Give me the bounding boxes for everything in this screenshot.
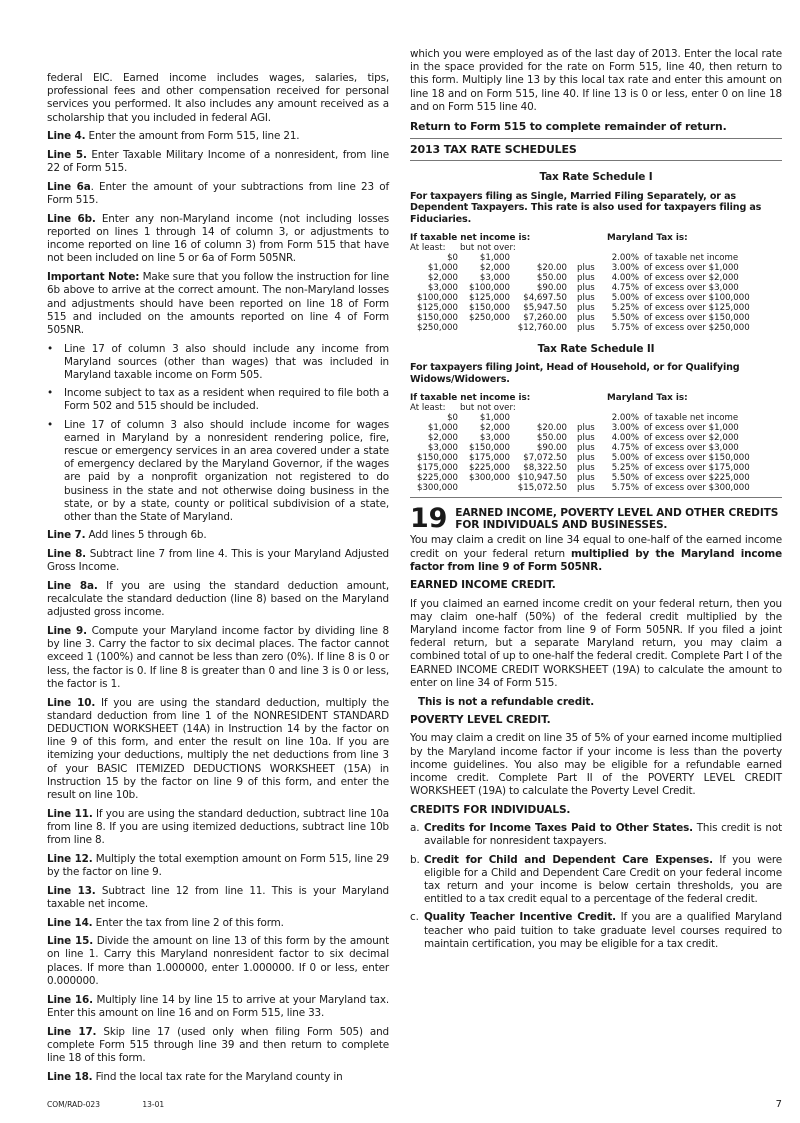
- at-least-label: At least:: [410, 403, 446, 414]
- table-cell: $4,697.50: [523, 293, 567, 304]
- credit-marker: b.: [410, 853, 420, 866]
- table-cell: $150,000: [468, 303, 510, 314]
- table-row: [410, 423, 782, 433]
- page-number: 7: [775, 1099, 782, 1111]
- credit-label: Credits for Income Taxes Paid to Other States.: [424, 822, 693, 835]
- table-cell: plus: [577, 463, 595, 474]
- schedules-heading: 2013 TAX RATE SCHEDULES: [410, 143, 577, 157]
- table-cell: 5.25%: [611, 463, 639, 474]
- form-code: COM/RAD-023: [47, 1100, 100, 1110]
- table-cell: $2,000: [479, 263, 510, 274]
- table-cell: plus: [577, 273, 595, 284]
- table-cell: $1,000: [479, 253, 510, 264]
- line-text: Make sure that you follow the instruction for line 6b above to arrive at the correct amount. The non-Maryland losses and adjustments should have been reported on line 18 of Form 515 and included on the amounts reported on line 4 of Form 505NR.: [47, 271, 390, 336]
- eic-text: If you claimed an earned income credit on your federal return, then you may claim one-half (50%) of the federal credit multiplied by the Maryland income factor from line 9 of Form 505NR. If you filed a joint federal return, but a separate Maryland return, you may claim a combined total of up to one-half the federal credit. Complete Part I of the EARNED INCOME CREDIT WORKSHEET (19A) to calculate the amount to enter on line 34 of Form 515.: [410, 597, 782, 689]
- table-cell: of excess over $100,000: [644, 293, 750, 304]
- divider: [410, 138, 782, 139]
- line-label: Line 16.: [47, 993, 93, 1006]
- table-row: [410, 463, 782, 473]
- line-instruction: [47, 853, 389, 879]
- line-label: Important Note:: [47, 271, 140, 284]
- table-cell: of excess over $150,000: [644, 313, 750, 324]
- table-cell: of excess over $1,000: [644, 263, 739, 274]
- table-cell: plus: [577, 293, 595, 304]
- bullet-list: [47, 343, 389, 525]
- line-label: Line 5.: [47, 149, 87, 162]
- line-instruction: [47, 1071, 389, 1084]
- table-row: [410, 293, 782, 303]
- table-cell: $7,260.00: [523, 313, 567, 324]
- col-income-header: If taxable net income is:: [410, 233, 531, 244]
- col-tax-header: Maryland Tax is:: [607, 233, 688, 244]
- line-text: Add lines 5 through 6b.: [85, 529, 207, 542]
- line-label: Line 17.: [47, 1025, 97, 1038]
- table-cell: of excess over $2,000: [644, 433, 739, 444]
- table-header: [410, 233, 782, 243]
- table-cell: plus: [577, 283, 595, 294]
- line-label: Line 7.: [47, 529, 86, 542]
- table-cell: $7,072.50: [523, 453, 567, 464]
- line-label: Line 14.: [47, 916, 93, 929]
- table-cell: $2,000: [427, 273, 458, 284]
- line-instruction: [47, 529, 389, 542]
- table-cell: [510, 413, 567, 423]
- table-cell: $175,000: [416, 463, 458, 474]
- table-cell: $1,000: [427, 263, 458, 274]
- table-cell: 5.00%: [611, 453, 639, 464]
- table-subheader: [410, 243, 782, 253]
- line-label: Line 11.: [47, 807, 93, 820]
- table-cell: of excess over $2,000: [644, 273, 739, 284]
- table-cell: $100,000: [468, 283, 510, 294]
- eic-note: This is not a refundable credit.: [418, 695, 595, 708]
- line-instruction: [47, 548, 389, 574]
- not-over-label: but not over:: [460, 243, 516, 254]
- table-cell: $0: [447, 413, 458, 424]
- eic-heading: EARNED INCOME CREDIT.: [410, 579, 556, 592]
- paragraphs-top: [47, 72, 389, 337]
- line-instruction: [47, 885, 389, 911]
- credit-label: Quality Teacher Incentive Credit.: [424, 911, 616, 924]
- table-cell: plus: [577, 313, 595, 324]
- line-instruction: [47, 625, 389, 691]
- table-cell: 3.00%: [611, 263, 639, 274]
- table-cell: $1,000: [479, 413, 510, 424]
- line18-continuation: which you were employed as of the last day of 2013. Enter the local rate in the space provided for the rate on Form 515, line 40, then return to this form. Multiply line 13 by this local tax rate and enter this amount on line 18 and on Form 515, line 40. If line 13 is 0 or less, enter 0 on line 18 and on Form 515 line 40.: [410, 48, 782, 113]
- table-cell: $0: [447, 253, 458, 264]
- poverty-heading: POVERTY LEVEL CREDIT.: [410, 714, 551, 727]
- line-instruction: [47, 935, 389, 988]
- line-label: Line 8a.: [47, 579, 98, 592]
- credit-item: [410, 911, 782, 951]
- line-instruction: [47, 271, 389, 337]
- table-cell: of excess over $300,000: [644, 483, 750, 494]
- line-instruction: [47, 130, 389, 143]
- table-cell: $10,947.50: [517, 473, 567, 484]
- table-cell: $125,000: [416, 303, 458, 314]
- table-cell: 4.75%: [611, 283, 639, 294]
- table-row: [410, 253, 782, 263]
- line-label: Line 6b.: [47, 212, 96, 225]
- table-cell: [567, 413, 607, 423]
- section-19-header: [410, 503, 782, 535]
- tax-rate-table: [410, 233, 782, 333]
- line-instruction: [47, 580, 389, 620]
- table-cell: $250,000: [416, 323, 458, 334]
- table-cell: $50.00: [536, 433, 567, 444]
- table-row: [410, 473, 782, 483]
- line-instruction: [47, 72, 389, 125]
- credit-marker: c.: [410, 911, 419, 924]
- credit-text: This credit is not available for nonresident taxpayers.: [424, 822, 782, 848]
- table-row: [410, 443, 782, 453]
- table-cell: 4.00%: [611, 273, 639, 284]
- table-cell: of excess over $225,000: [644, 473, 750, 484]
- table-row: [410, 323, 782, 333]
- table-cell: [510, 253, 567, 263]
- left-column: [47, 48, 389, 1089]
- schedule-description: For taxpayers filing Joint, Head of Household, or for Qualifying Widows/Widowers.: [410, 362, 740, 385]
- table-cell: plus: [577, 323, 595, 334]
- table-row: [410, 263, 782, 273]
- table-row: [410, 483, 782, 493]
- line-label: Line 9.: [47, 625, 87, 638]
- table-cell: of excess over $250,000: [644, 323, 750, 334]
- schedule-title: Tax Rate Schedule I: [539, 171, 653, 184]
- table-cell: 5.75%: [611, 483, 639, 494]
- table-cell: 5.75%: [611, 323, 639, 334]
- table-cell: of excess over $3,000: [644, 443, 739, 454]
- table-cell: [458, 483, 510, 493]
- line-text: Enter any non-Maryland income (not including losses reported on lines 1 through 14 of column 3, or adjustments to income reported on line 16 of column 3) from Form 515 that have not been included on line 5 or 6a of Form 505NR.: [47, 212, 389, 265]
- line-text: Multiply line 14 by line 15 to arrive at your Maryland tax. Enter this amount on line 16 and on Form 515, line 33.: [47, 993, 389, 1019]
- table-cell: $125,000: [468, 293, 510, 304]
- line-text: If you are using the standard deduction amount, recalculate the standard deduction (line 8) based on the Maryland adjusted gross income.: [47, 579, 390, 619]
- table-cell: plus: [577, 423, 595, 434]
- credit-marker: a.: [410, 822, 420, 835]
- bullet-item: • Line 17 of column 3 also should include any income from Maryland sources (other than wages) that was included in Maryland taxable income on Form 505.: [47, 343, 389, 383]
- right-column: [410, 48, 782, 956]
- table-cell: plus: [577, 473, 595, 484]
- table-cell: [458, 323, 510, 333]
- table-cell: $3,000: [427, 283, 458, 294]
- credit-item: [410, 854, 782, 907]
- table-cell: $150,000: [468, 443, 510, 454]
- revision: 13-01: [142, 1100, 165, 1110]
- paragraphs-bottom: [47, 529, 389, 1084]
- table-cell: $8,322.50: [523, 463, 567, 474]
- tax-rate-schedules: [410, 171, 782, 493]
- line-text: Subtract line 12 from line 11. This is your Maryland taxable net income.: [47, 884, 390, 910]
- line-label: Line 6a: [47, 180, 91, 193]
- line-label: Line 4.: [47, 130, 86, 143]
- table-cell: $1,000: [427, 423, 458, 434]
- line-label: Line 18.: [47, 1070, 93, 1083]
- table-row: [410, 413, 782, 423]
- table-row: [410, 273, 782, 283]
- table-cell: [567, 253, 607, 263]
- line-label: Line 10.: [47, 696, 96, 709]
- bullet-item: • Income subject to tax as a resident when required to file both a Form 502 and 515 should be included.: [47, 387, 389, 413]
- line-text: Find the local tax rate for the Maryland county in: [92, 1070, 343, 1083]
- table-cell: 5.50%: [611, 473, 639, 484]
- table-cell: $225,000: [416, 473, 458, 484]
- line-instruction: [47, 808, 389, 848]
- table-cell: 2.00%: [611, 413, 639, 424]
- schedule-description: For taxpayers filing as Single, Married Filing Separately, or as Dependent Taxpayers. This rate is also used for taxpayers filing as Fiduciaries.: [410, 190, 762, 225]
- line-text: If you are using the standard deduction, subtract line 10a from line 8. If you are using itemized deductions, subtract line 10b from line 8.: [47, 807, 390, 847]
- table-cell: $100,000: [416, 293, 458, 304]
- divider: [410, 160, 782, 161]
- return-note: Return to Form 515 to complete remainder of return.: [410, 119, 727, 133]
- table-cell: $3,000: [479, 433, 510, 444]
- bullet-item: • Line 17 of column 3 also should include income for wages earned in Maryland by a nonresident rendering police, fire, rescue or emergency services in an area covered under a state of emergency declared by the Maryland Governor, if the wages are paid by a nonprofit organization not registered to do business in the state and not otherwise doing business in the state, or by a state, county or political subdivision of a state, other than the State of Maryland.: [47, 419, 389, 525]
- table-cell: 2.00%: [611, 253, 639, 264]
- columns: [47, 48, 782, 1089]
- table-row: [410, 313, 782, 323]
- line-text: . Enter the amount of your subtractions from line 23 of Form 515.: [47, 180, 389, 207]
- table-cell: $2,000: [479, 423, 510, 434]
- table-row: [410, 453, 782, 463]
- table-row: [410, 303, 782, 313]
- footer: [47, 1099, 782, 1111]
- table-cell: $90.00: [536, 443, 567, 454]
- line-text: Subtract line 7 from line 4. This is your Maryland Adjusted Gross Income.: [47, 548, 390, 574]
- table-cell: $150,000: [416, 313, 458, 324]
- individuals-heading: CREDITS FOR INDIVIDUALS.: [410, 803, 571, 816]
- line-text: Compute your Maryland income factor by dividing line 8 by line 3. Carry the factor to six decimal places. The factor cannot exceed 1 (100%) and cannot be less than zero (0%). If line 8 is 0 or less, the factor is 0. If line 8 is greater than 0 and line 3 is 0 or less, the factor is 1.: [47, 625, 389, 690]
- table-cell: $150,000: [416, 453, 458, 464]
- table-cell: $3,000: [479, 273, 510, 284]
- table-cell: $300,000: [416, 483, 458, 494]
- table-cell: plus: [577, 263, 595, 274]
- table-cell: $225,000: [468, 463, 510, 474]
- line-instruction: [47, 213, 389, 266]
- table-cell: 5.25%: [611, 303, 639, 314]
- tax-rate-table: [410, 393, 782, 493]
- col-income-header: If taxable net income is:: [410, 393, 531, 404]
- line-text: Divide the amount on line 13 of this form by the amount on line 1. Carry this Maryland nonresident factor to six decimal places. If more than 1.000000, enter 1.000000. If 0 or less, enter 0.000000.: [47, 935, 390, 987]
- table-subheader: [410, 403, 782, 413]
- line-text: If you are using the standard deduction, multiply the standard deduction from line 1 of the NONRESIDENT STANDARD DEDUCTION WORKSHEET (14A) in Instruction 14 by the factor on line 9 of this form, and enter the result on line 10a. If you are itemizing your deductions, multiply the net deductions from line 3 of your BASIC ITEMIZED DEDUCTIONS WORKSHEET (15A) in Instruction 15 by the factor on line 9 of this form, and enter the result on line 10b.: [47, 696, 390, 801]
- section-intro: [410, 534, 782, 574]
- table-cell: $12,760.00: [517, 323, 567, 334]
- table-cell: of excess over $1,000: [644, 423, 739, 434]
- table-cell: $20.00: [536, 423, 567, 434]
- line-instruction: [47, 181, 389, 207]
- table-cell: of taxable net income: [644, 253, 739, 264]
- section-number: 19: [410, 503, 448, 535]
- table-cell: plus: [577, 303, 595, 314]
- line-instruction: [47, 917, 389, 930]
- table-cell: $15,072.50: [517, 483, 567, 494]
- table-row: [410, 283, 782, 293]
- credits-list: [410, 822, 782, 951]
- section-title: EARNED INCOME, POVERTY LEVEL AND OTHER CREDITS FOR INDIVIDUALS AND BUSINESSES.: [455, 507, 779, 532]
- table-cell: 4.00%: [611, 433, 639, 444]
- table-cell: of excess over $150,000: [644, 453, 750, 464]
- credit-text: If you were eligible for a Child and Dependent Care Credit on your federal income tax return and your income is below certain thresholds, you are entitled to a tax credit equal to a percentage of the federal credit.: [424, 853, 782, 906]
- schedule-title: Tax Rate Schedule II: [537, 343, 655, 356]
- credit-label: Credit for Child and Dependent Care Expenses.: [424, 853, 713, 866]
- table-cell: $300,000: [468, 473, 510, 484]
- table-cell: 3.00%: [611, 423, 639, 434]
- poverty-text: You may claim a credit on line 35 of 5% of your earned income multiplied by the Maryland income factor if your income is less than the poverty income guidelines. You also may be eligible for a refundable earned income credit. Complete Part II of the POVERTY LEVEL CREDIT WORKSHEET (19A) to calculate the Poverty Level Credit.: [410, 732, 782, 798]
- table-cell: $175,000: [468, 453, 510, 464]
- line-text: Enter the tax from line 2 of this form.: [92, 916, 284, 929]
- col-tax-header: Maryland Tax is:: [607, 393, 688, 404]
- table-cell: $20.00: [536, 263, 567, 274]
- table-cell: $5,947.50: [523, 303, 567, 314]
- not-over-label: but not over:: [460, 403, 516, 414]
- line-instruction: [47, 994, 389, 1020]
- line-text: Enter the amount from Form 515, line 21.: [85, 130, 300, 143]
- table-cell: of excess over $125,000: [644, 303, 750, 314]
- table-cell: 5.50%: [611, 313, 639, 324]
- line-text: Multiply the total exemption amount on Form 515, line 29 by the factor on line 9.: [47, 852, 389, 878]
- table-cell: of taxable net income: [644, 413, 739, 424]
- line-label: Line 15.: [47, 935, 94, 948]
- divider: [410, 497, 782, 498]
- table-cell: 4.75%: [611, 443, 639, 454]
- table-cell: $250,000: [468, 313, 510, 324]
- line-label: Line 8.: [47, 548, 86, 560]
- table-cell: plus: [577, 433, 595, 444]
- line-text: Skip line 17 (used only when filing Form 505) and complete Form 515 through line 39 and then return to complete line 18 of this form.: [47, 1025, 389, 1064]
- line-instruction: [47, 149, 389, 175]
- table-cell: $2,000: [427, 433, 458, 444]
- table-cell: plus: [577, 483, 595, 494]
- section-intro-text: You may claim a credit on line 34 equal to one-half of the earned income credit on your federal return: [410, 534, 782, 560]
- credit-text: If you are a qualified Maryland teacher who paid tuition to take graduate level courses required to maintain certification, you may be eligible for a tax credit.: [424, 911, 782, 950]
- table-cell: of excess over $175,000: [644, 463, 750, 474]
- table-cell: of excess over $3,000: [644, 283, 739, 294]
- table-cell: $3,000: [427, 443, 458, 454]
- at-least-label: At least:: [410, 243, 446, 254]
- table-row: [410, 433, 782, 443]
- line-instruction: [47, 697, 389, 803]
- line-label: Line 12.: [47, 852, 93, 865]
- table-cell: 5.00%: [611, 293, 639, 304]
- line-label: Line 13.: [47, 884, 96, 897]
- credit-item: [410, 822, 782, 848]
- table-cell: $50.00: [536, 273, 567, 284]
- table-header: [410, 393, 782, 403]
- table-cell: plus: [577, 443, 595, 454]
- section-intro-bold: multiplied by the Maryland income factor from line 9 of Form 505NR.: [410, 547, 782, 573]
- line-text: Enter Taxable Military Income of a nonresident, from line 22 of Form 515.: [47, 149, 389, 175]
- table-cell: $90.00: [536, 283, 567, 294]
- line-text: federal EIC. Earned income includes wages, salaries, tips, professional fees and other compensation received for personal services you performed. It also includes any amount received as a scholarship that you included in federal AGI.: [47, 72, 389, 124]
- table-cell: plus: [577, 453, 595, 464]
- line-instruction: [47, 1026, 389, 1066]
